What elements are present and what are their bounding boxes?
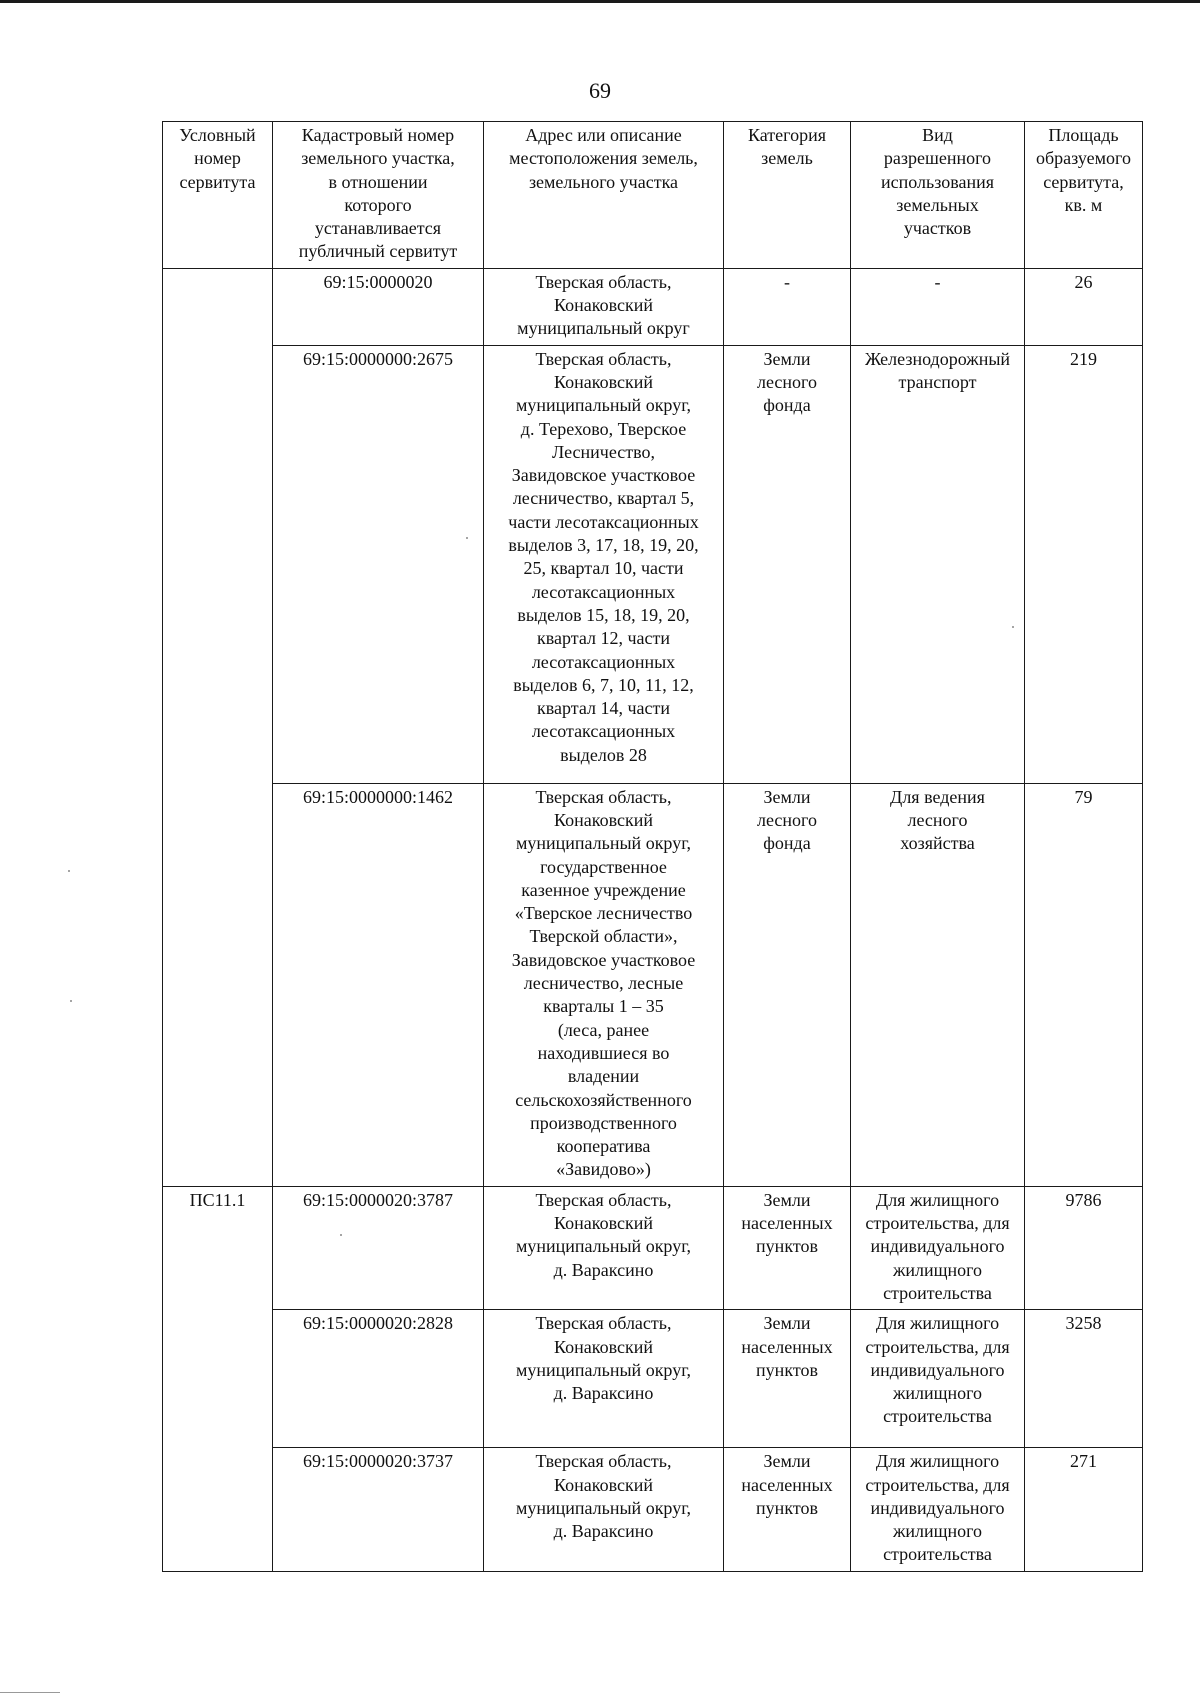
area-cell [1025, 345, 1143, 783]
header-text-line: разрешенного [883, 148, 992, 169]
cell-text-line: Тверская область, [535, 348, 672, 369]
cell-text-line: выделов 15, 18, 19, 20, [517, 604, 690, 625]
table-row [163, 1448, 1143, 1571]
servitude-table [162, 121, 1143, 1572]
cell-text-line: населенных [741, 1213, 833, 1234]
header-text-line: использования [880, 171, 994, 192]
cell-text-line: 219 [1070, 348, 1097, 369]
scan-speck [340, 1234, 342, 1236]
cell-text-line: лесотаксационных [531, 721, 676, 742]
permitted-use-cell [851, 268, 1025, 345]
cell-text-line: Тверская область, [535, 1451, 672, 1472]
cell-text-line: Для жилищного [875, 1313, 1000, 1334]
cell-text-line: д. Вараксино [553, 1259, 654, 1280]
cell-text-line: государственное [540, 856, 667, 877]
cell-text-line: фонда [763, 395, 811, 416]
cell-text-line: 26 [1074, 271, 1093, 292]
cell-text-line: муниципальный округ, [515, 1359, 692, 1380]
cell-text-line: муниципальный округ [517, 318, 690, 339]
header-text-line: кв. м [1064, 194, 1103, 215]
cell-text-line: строительства [883, 1544, 992, 1565]
cell-text-line: выделов 6, 7, 10, 11, 12, [513, 674, 694, 695]
cell-text-line: Тверская область, [535, 1313, 672, 1334]
cell-text-line: лесничество, лесные [523, 973, 684, 994]
cell-text-line: индивидуального [870, 1236, 1005, 1257]
cell-text-line: индивидуального [870, 1359, 1005, 1380]
cell-text-line: Для ведения [890, 786, 985, 807]
header-servitude-area [1025, 122, 1143, 269]
permitted-use-cell [851, 1310, 1025, 1448]
table-row [163, 783, 1143, 1186]
header-text-line: земель [761, 148, 813, 169]
header-text-line: Вид [922, 125, 953, 145]
cell-text-line: пунктов [756, 1359, 818, 1380]
cell-text-line: жилищного [892, 1259, 983, 1280]
cell-text-line: 69:15:0000000:1462 [302, 786, 453, 807]
category-cell [724, 783, 851, 1186]
cell-text-line: Конаковский [554, 1474, 653, 1495]
header-permitted-use [851, 122, 1025, 269]
cell-text-line: населенных [741, 1336, 833, 1357]
cell-text-line: Завидовское участковое [511, 949, 696, 970]
cell-text-line: д. Вараксино [553, 1383, 654, 1404]
cadastral-cell [273, 1310, 484, 1448]
header-text-line: Площадь [1048, 125, 1119, 145]
area-cell [1025, 1186, 1143, 1309]
cell-text-line: муниципальный округ, [515, 833, 692, 854]
cell-text-line: Для жилищного [875, 1189, 1000, 1210]
category-cell [724, 345, 851, 783]
scan-speck [1012, 626, 1014, 628]
cell-text-line: строительства [883, 1406, 992, 1427]
area-cell [1025, 1448, 1143, 1571]
header-text-line: Категория [748, 125, 826, 145]
header-text-line: земельного участка [528, 171, 679, 192]
cell-text-line: лесничество, квартал 5, [512, 488, 695, 509]
header-text-line: номер [194, 148, 241, 169]
header-text-line: публичный сервитут [298, 241, 458, 262]
cell-text-line: 69:15:0000020:3787 [302, 1189, 453, 1210]
cell-text-line: муниципальный округ, [515, 1497, 692, 1518]
cell-text-line: Земли [763, 786, 811, 807]
cell-text-line: Конаковский [554, 371, 653, 392]
header-text-line: Кадастровый номер [301, 125, 455, 145]
cell-text-line: Для жилищного [875, 1451, 1000, 1472]
page-number: 69 [589, 78, 611, 103]
cell-text-line: 79 [1074, 786, 1093, 807]
address-cell [484, 1310, 724, 1448]
cell-text-line: «Завидово») [556, 1159, 651, 1180]
cell-text-line: 69:15:0000000:2675 [302, 348, 453, 369]
address-cell [484, 783, 724, 1186]
cell-text-line: 25, квартал 10, части [523, 558, 684, 579]
cell-text-line: Конаковский [554, 1336, 653, 1357]
header-address [484, 122, 724, 269]
cell-text-line: строительства [883, 1282, 992, 1303]
cell-text-line: владении [567, 1066, 640, 1087]
table-row [163, 268, 1143, 345]
category-cell [724, 1186, 851, 1309]
cell-text-line: квартал 14, части [536, 698, 670, 719]
cell-text-line: Земли [763, 348, 811, 369]
header-text-line: участков [903, 218, 972, 239]
cell-text-line: 3258 [1065, 1313, 1102, 1334]
table-row [163, 345, 1143, 783]
cell-text-line: строительства, для [865, 1474, 1010, 1495]
header-text-line: земельных [896, 194, 979, 215]
table-header-row [163, 122, 1143, 269]
header-text-line: устанавливается [314, 218, 442, 239]
cell-text-line: Тверской области», [529, 926, 678, 947]
cell-text-line: Конаковский [554, 1213, 653, 1234]
servitude-id-cell [163, 1186, 273, 1571]
scan-speck [68, 870, 70, 872]
cell-text-line: д. Вараксино [553, 1521, 654, 1542]
cell-text-line: части лесотаксационных [508, 511, 699, 532]
permitted-use-cell [851, 1448, 1025, 1571]
cell-text-line: Тверская область, [535, 1189, 672, 1210]
cell-text-line: лесного [757, 371, 817, 392]
cell-text-line: 9786 [1065, 1189, 1102, 1210]
cell-text-line: Конаковский [554, 809, 653, 830]
cell-text-line: муниципальный округ, [515, 395, 692, 416]
area-cell [1025, 1310, 1143, 1448]
cell-text-line: сельскохозяйственного [515, 1089, 692, 1110]
cell-text-line: Земли [763, 1313, 811, 1334]
category-cell [724, 268, 851, 345]
cell-text-line: фонда [763, 833, 811, 854]
cell-text-line: казенное учреждение [521, 879, 686, 900]
header-text-line: местоположения земель, [509, 148, 698, 169]
cell-text-line: транспорт [898, 371, 977, 392]
category-cell [724, 1448, 851, 1571]
cell-text-line: выделов 3, 17, 18, 19, 20, [508, 535, 699, 556]
cell-text-line: хозяйства [900, 833, 975, 854]
cell-text-line: муниципальный округ, [515, 1236, 692, 1257]
header-land-category [724, 122, 851, 269]
cadastral-cell [273, 783, 484, 1186]
cell-text-line: Лесничество, [552, 441, 655, 462]
cell-text-line: выделов 28 [560, 744, 647, 765]
cell-text-line: 271 [1070, 1451, 1097, 1472]
cadastral-cell [273, 1186, 484, 1309]
header-text-line: Адрес или описание [525, 125, 682, 145]
header-text-line: которого [344, 194, 412, 215]
cell-text-line: жилищного [892, 1383, 983, 1404]
address-cell [484, 1186, 724, 1309]
cell-text-line: Тверская область, [535, 786, 672, 807]
cell-text-line: Конаковский [554, 295, 653, 316]
cell-text-line: 69:15:0000020:2828 [302, 1313, 453, 1334]
permitted-use-cell [851, 783, 1025, 1186]
table-row [163, 1186, 1143, 1309]
header-text-line: сервитута, [1043, 171, 1124, 192]
cell-text-line: 69:15:0000020:3737 [302, 1451, 453, 1472]
cell-text-line: (леса, ранее [557, 1019, 650, 1040]
cell-text-line: Земли [763, 1189, 811, 1210]
cell-text-line: кварталы 1 – 35 [543, 996, 664, 1017]
cell-text-line: Тверская область, [535, 271, 672, 292]
cell-text-line: д. Терехово, Тверское [520, 418, 687, 439]
header-text-line: сервитута [179, 171, 256, 192]
servitude-id-cell [163, 268, 273, 1186]
cell-text-line: - [784, 271, 790, 292]
header-servitude-id [163, 122, 273, 269]
cell-text-line: «Тверское лесничество [514, 903, 693, 924]
header-cadastral-number [273, 122, 484, 269]
permitted-use-cell [851, 1186, 1025, 1309]
servitude-id-label: ПС11.1 [189, 1189, 246, 1210]
header-text-line: Условный [179, 125, 256, 145]
cell-text-line: пунктов [756, 1497, 818, 1518]
area-cell [1025, 268, 1143, 345]
cell-text-line: жилищного [892, 1521, 983, 1542]
page-top-edge [0, 0, 1200, 3]
header-text-line: образуемого [1036, 148, 1131, 169]
cadastral-cell [273, 268, 484, 345]
header-text-line: в отношении [328, 171, 428, 192]
cell-text-line: кооператива [556, 1136, 651, 1157]
cell-text-line: 69:15:0000020 [323, 271, 433, 292]
cell-text-line: лесотаксационных [531, 651, 676, 672]
cell-text-line: лесотаксационных [531, 581, 676, 602]
cell-text-line: - [934, 271, 941, 292]
cadastral-cell [273, 1448, 484, 1571]
cell-text-line: Железнодорожный [864, 348, 1011, 369]
scan-speck [70, 1000, 72, 1002]
area-cell [1025, 783, 1143, 1186]
cell-text-line: лесного [757, 809, 817, 830]
cadastral-cell [273, 345, 484, 783]
scan-speck [466, 537, 468, 539]
table-row [163, 1310, 1143, 1448]
cell-text-line: Завидовское участковое [511, 465, 696, 486]
cell-text-line: находившиеся во [537, 1042, 670, 1063]
cell-text-line: производственного [530, 1112, 677, 1133]
cell-text-line: населенных [741, 1474, 833, 1495]
cell-text-line: строительства, для [865, 1336, 1010, 1357]
scan-edge-mark [0, 1692, 60, 1693]
cell-text-line: лесного [907, 809, 968, 830]
address-cell [484, 345, 724, 783]
cell-text-line: строительства, для [865, 1213, 1010, 1234]
permitted-use-cell [851, 345, 1025, 783]
cell-text-line: квартал 12, части [536, 628, 670, 649]
cell-text-line: пунктов [756, 1236, 818, 1257]
header-text-line: земельного участка, [301, 148, 455, 169]
cell-text-line: индивидуального [870, 1497, 1005, 1518]
address-cell [484, 268, 724, 345]
cell-text-line: Земли [763, 1451, 811, 1472]
address-cell [484, 1448, 724, 1571]
category-cell [724, 1310, 851, 1448]
